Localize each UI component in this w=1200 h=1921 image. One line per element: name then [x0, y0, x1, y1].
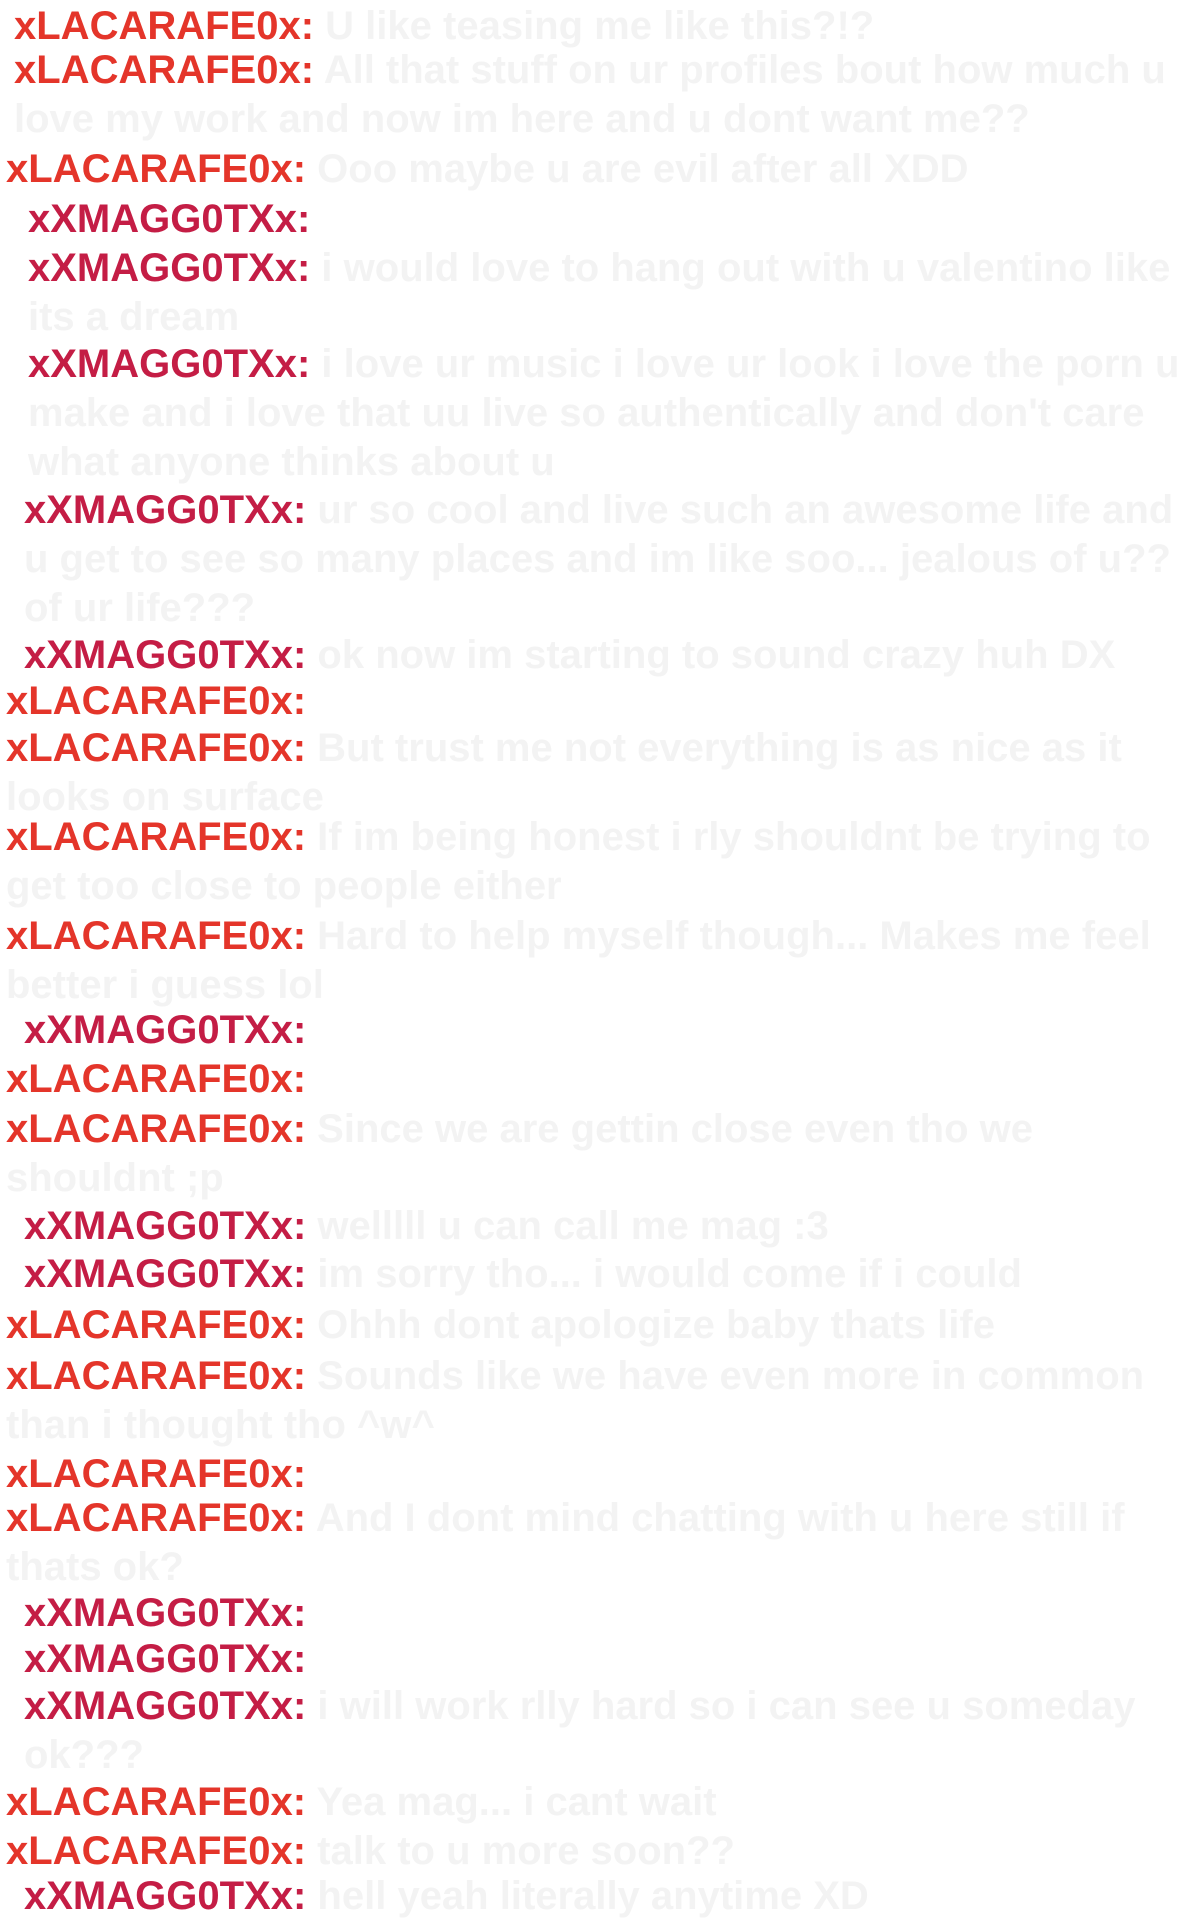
chat-message: [6, 145, 1196, 194]
message-text: Since we are gettin close even tho we shouldnt ;p: [6, 1107, 1033, 1200]
speaker-name: xXMAGG0TXx:: [28, 246, 311, 290]
chat-message: [24, 1006, 1196, 1055]
message-text: hell yeah literally anytime XD: [317, 1874, 869, 1918]
speaker-name: xLACARAFE0x:: [6, 1452, 307, 1496]
message-text: U like teasing me like this?!?: [325, 4, 875, 48]
speaker-name: xLACARAFE0x:: [6, 1829, 307, 1873]
chat-message: [6, 1778, 1196, 1827]
message-text: But trust me not everything is as nice as it looks on surface: [6, 726, 1122, 819]
chat-message: [6, 1494, 1196, 1592]
message-text: talk to u more soon??: [317, 1829, 735, 1873]
chat-message: [24, 1250, 1196, 1299]
chat-message: [6, 912, 1196, 1010]
speaker-name: xLACARAFE0x:: [6, 679, 307, 723]
speaker-name: xXMAGG0TXx:: [28, 197, 311, 241]
message-text: Yea mag... i cant wait: [316, 1780, 717, 1824]
chat-message: [24, 486, 1196, 633]
chat-message: [28, 195, 1196, 244]
chat-message: [6, 1352, 1196, 1450]
speaker-name: xLACARAFE0x:: [6, 726, 307, 770]
speaker-name: xLACARAFE0x:: [6, 914, 307, 958]
speaker-name: xXMAGG0TXx:: [24, 1204, 307, 1248]
speaker-name: xXMAGG0TXx:: [24, 1008, 307, 1052]
speaker-name: xXMAGG0TXx:: [24, 1637, 307, 1681]
message-text: i will work rlly hard so i can see u someday ok???: [24, 1684, 1136, 1777]
speaker-name: xLACARAFE0x:: [6, 1354, 307, 1398]
speaker-name: xLACARAFE0x:: [14, 48, 315, 92]
message-text: All that stuff on ur profiles bout how much u love my work and now im here and u dont want me??: [14, 48, 1166, 141]
speaker-name: xLACARAFE0x:: [6, 147, 307, 191]
speaker-name: xXMAGG0TXx:: [24, 1874, 307, 1918]
chat-message: [24, 1589, 1196, 1638]
speaker-name: xXMAGG0TXx:: [24, 633, 307, 677]
chat-message: [24, 1202, 1196, 1251]
speaker-name: xLACARAFE0x:: [14, 4, 315, 48]
message-text: i love ur music i love ur look i love the porn u make and i love that uu live so authentically and don't care what anyone thinks about u: [28, 342, 1180, 484]
speaker-name: xLACARAFE0x:: [6, 1057, 307, 1101]
speaker-name: xLACARAFE0x:: [6, 1303, 307, 1347]
chat-message: [24, 1872, 1196, 1921]
message-text: welllll u can call me mag :3: [317, 1204, 829, 1248]
chat-message: [6, 1450, 1196, 1499]
speaker-name: xLACARAFE0x:: [6, 1107, 307, 1151]
chat-message: [6, 813, 1196, 911]
speaker-name: xLACARAFE0x:: [6, 1780, 307, 1824]
chat-message: [24, 631, 1196, 680]
message-text: And I dont mind chatting with u here still if thats ok?: [6, 1496, 1125, 1589]
message-text: ok now im starting to sound crazy huh DX: [317, 633, 1116, 677]
speaker-name: xXMAGG0TXx:: [24, 1591, 307, 1635]
chat-message: [28, 244, 1196, 342]
message-text: Sounds like we have even more in common than i thought tho ^w^: [6, 1354, 1145, 1447]
chat-message: [6, 724, 1196, 822]
message-text: Ooo maybe u are evil after all XDD: [317, 147, 969, 191]
speaker-name: xXMAGG0TXx:: [24, 1252, 307, 1296]
message-text: Ohhh dont apologize baby thats life: [317, 1303, 995, 1347]
message-text: Hard to help myself though... Makes me feel better i guess lol: [6, 914, 1151, 1007]
chat-message: [6, 677, 1196, 726]
message-text: If im being honest i rly shouldnt be trying to get too close to people either: [6, 815, 1151, 908]
speaker-name: xLACARAFE0x:: [6, 1496, 307, 1540]
chat-message: [6, 1301, 1196, 1350]
message-text: ur so cool and live such an awesome life and u get to see so many places and im like soo... jealous of u?? of ur life???: [24, 488, 1174, 630]
chat-message: [6, 1055, 1196, 1104]
chat-message: [6, 1827, 1196, 1876]
chat-message: [24, 1682, 1196, 1780]
chat-message: [24, 1635, 1196, 1684]
speaker-name: xXMAGG0TXx:: [28, 342, 311, 386]
message-text: im sorry tho... i would come if i could: [317, 1252, 1022, 1296]
speaker-name: xXMAGG0TXx:: [24, 1684, 307, 1728]
speaker-name: xLACARAFE0x:: [6, 815, 307, 859]
chat-message: [14, 46, 1196, 144]
chat-message: [28, 340, 1196, 487]
chat-message: [6, 1105, 1196, 1203]
chat-message: [14, 2, 1196, 51]
message-text: i would love to hang out with u valentino like its a dream: [28, 246, 1171, 339]
speaker-name: xXMAGG0TXx:: [24, 488, 307, 532]
